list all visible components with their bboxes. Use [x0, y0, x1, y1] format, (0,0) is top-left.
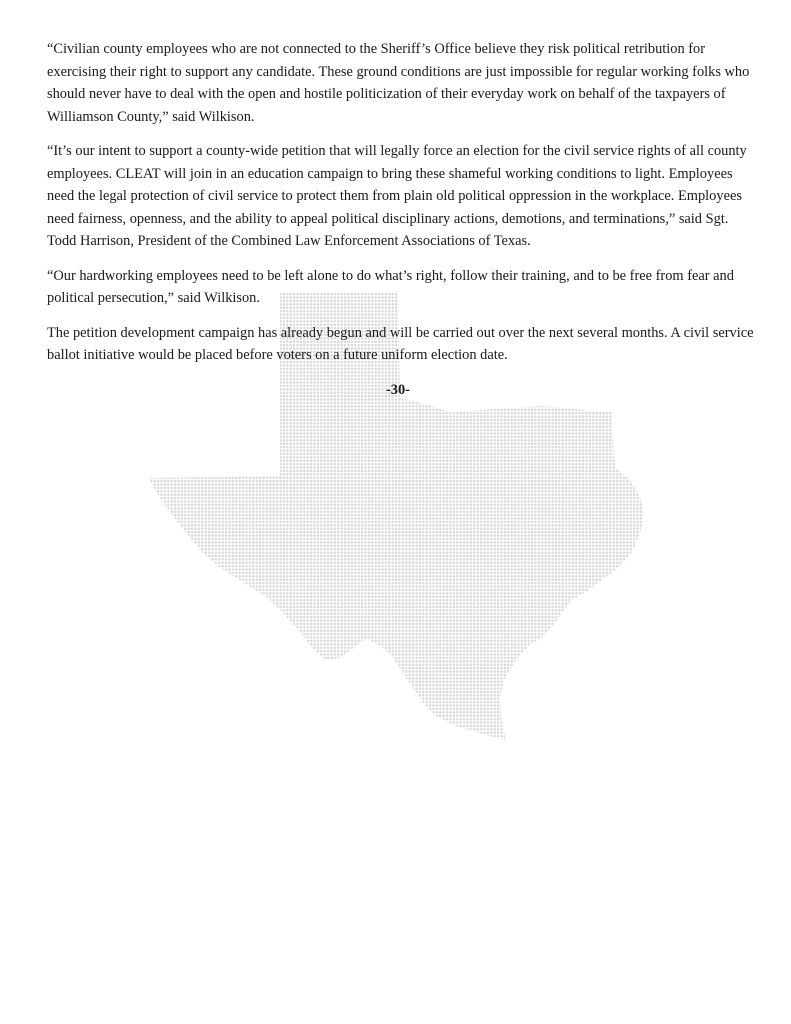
end-of-release-mark: -30- — [386, 381, 410, 398]
paragraph-wilkison-employees-quote: “Our hardworking employees need to be left alone to do what’s right, follow their training, and to be free from fear and political persecution,” said Wilkison. — [47, 267, 734, 306]
paragraph-petition-campaign: The petition development campaign has already begun and will be carried out over the next several months. A civil service ballot initiative would be placed before voters on a future uniform election date. — [47, 324, 754, 363]
document-body — [47, 38, 759, 413]
paragraph-wilkison-retribution-quote: “Civilian county employees who are not connected to the Sheriff’s Office believe they risk political retribution for exercising their right to support any candidate. These ground conditions are just impossible for regular working folks who should never have to deal with the open and hostile politicization of their everyday work on behalf of the taxpayers of Williamson County,” said Wilkison. — [47, 41, 750, 125]
paragraph-harrison-petition-quote: “It’s our intent to support a county-wide petition that will legally force an election for the civil service rights of all county employees. CLEAT will join in an education campaign to bring these shameful working conditions to light. Employees need the legal protection of civil service to protect them from plain old political oppression in the workplace. Employees need fairness, openness, and the ability to appeal political disciplinary actions, demotions, and terminations,” said Sgt. Todd Harrison, President of the Combined Law Enforcement Associations of Texas. — [47, 143, 747, 249]
